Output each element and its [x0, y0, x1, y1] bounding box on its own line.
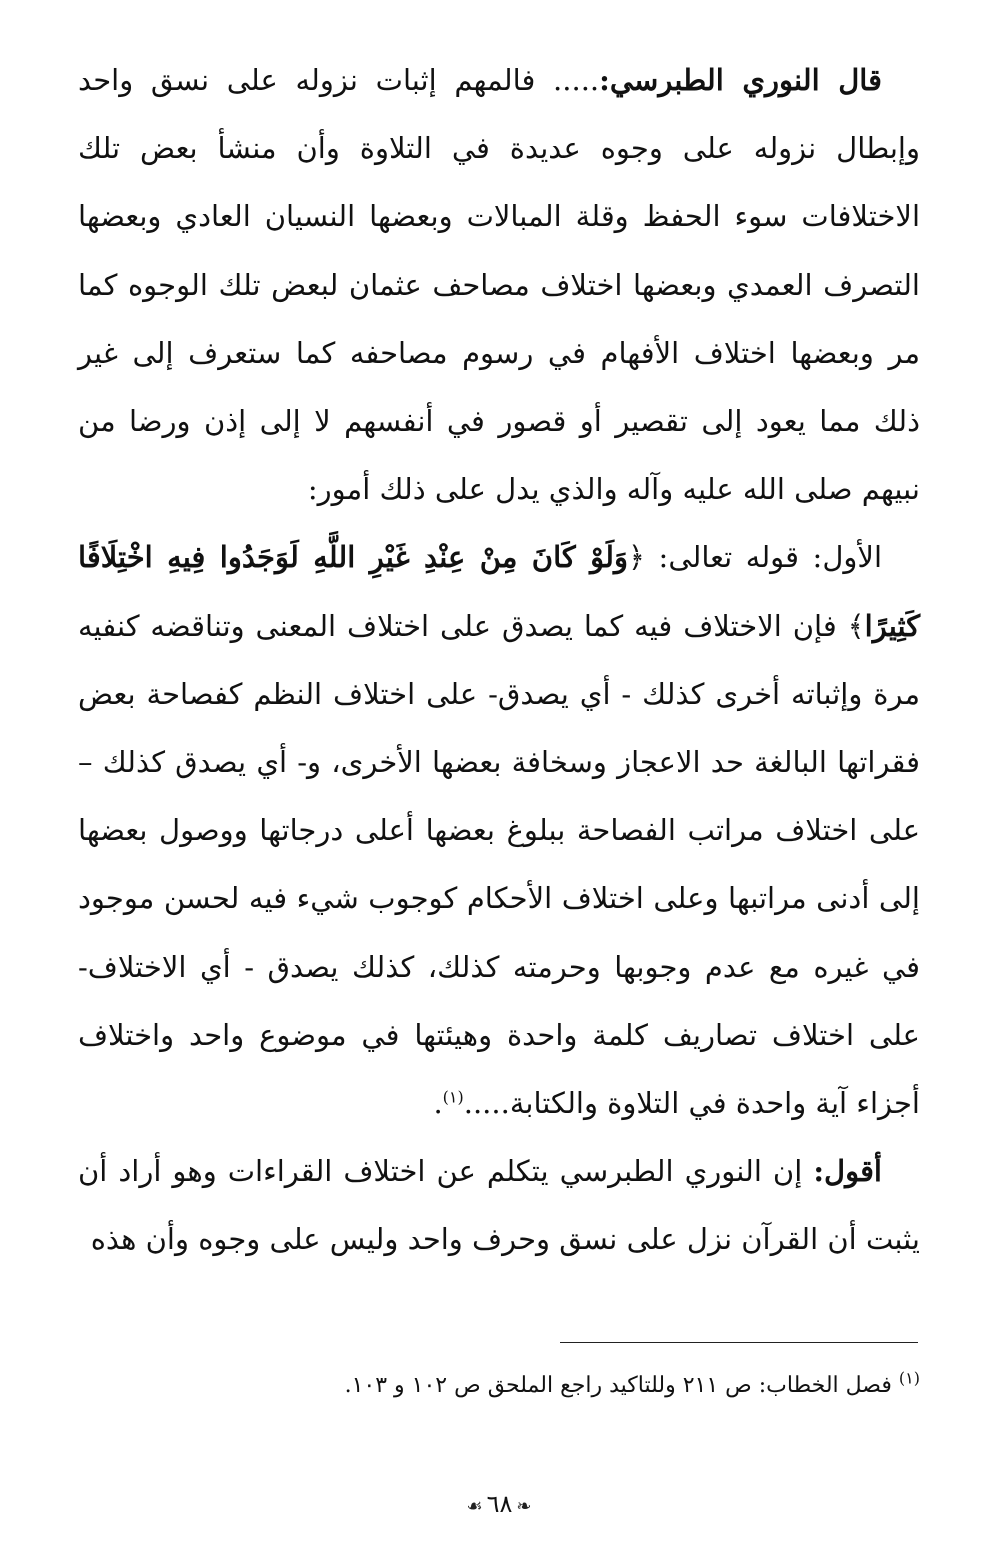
paragraph-text: فإن الاختلاف فيه كما يصدق على اختلاف المعنى وتناقضه كنفيه مرة وإثباته أخرى كذلك - أي يصدق- على اختلاف النظم كفصاحة بعض فقراتها البالغة حد الاعجاز وسخافة بعضها الأخرى، و- أي يصدق كذلك – على اختلاف مراتب الفصاحة ببلوغ بعضها أعلى درجاتها ووصول بعضها إلى أدنى مراتبها وعلى اختلاف الأحكام كوجوب شيء فيه لحسن موجود في غيره مع عدم وجوبها وحرمته كذلك، كذلك يصدق - أي الاختلاف- على اختلاف تصاريف كلمة واحدة وهيئتها في موضوع واحد واختلاف أجزاء آية واحدة في التلاوة والكتابة.....	[78, 608, 920, 1121]
paragraph-lead: الأول: قوله تعالى:	[658, 540, 882, 575]
quran-close-bracket: ﴾	[847, 608, 865, 643]
response-label: أقول:	[813, 1154, 882, 1189]
quran-open-bracket: ﴿	[627, 540, 645, 575]
footnote-separator	[560, 1342, 918, 1343]
quran-verse: وَلَوْ كَانَ مِنْ عِنْدِ غَيْرِ اللَّهِ لَوَجَدُوا فِيهِ اخْتِلَافًا كَثِيرًا	[78, 540, 921, 643]
main-text	[78, 46, 920, 1274]
footnote-reference[interactable]: (١)	[442, 1087, 464, 1107]
footnote	[78, 1366, 920, 1406]
speaker-label: قال النوري الطبرسي:	[599, 63, 882, 97]
ornament-left-icon: ❧	[516, 1496, 532, 1517]
paragraph-author-response	[78, 1137, 920, 1273]
paragraph-nuri-quote	[78, 46, 920, 523]
paragraph-text: ..... فالمهم إثبات نزوله على نسق واحد وإبطال نزوله على وجوه عديدة في التلاوة وأن منشأ بعض تلك الاختلافات سوء الحفظ وقلة المبالات وبعضها النسيان العادي وبعضها التصرف العمدي وبعضها اختلاف مصاحف عثمان لبعض تلك الوجوه كما مر وبعضها اختلاف الأفهام في رسوم مصاحفه كما ستعرف إلى غير ذلك مما يعود إلى تقصير أو قصور في أنفسهم لا إلى إذن ورضا من نبيهم صلى الله عليه وآله والذي يدل على ذلك أمور:	[78, 63, 920, 507]
paragraph-end: .	[433, 1086, 443, 1121]
paragraph-first-evidence	[78, 523, 920, 1137]
footnote-text: فصل الخطاب: ص ٢١١ وللتاكيد راجع الملحق ص ١٠٢ و ١٠٣.	[344, 1373, 892, 1398]
page-number	[0, 1484, 998, 1527]
ornament-right-icon: ☙	[466, 1496, 483, 1517]
paragraph-text: إن النوري الطبرسي يتكلم عن اختلاف القراءات وهو أراد أن يثبت أن القرآن نزل على نسق وحرف واحد وليس على وجوه وأن هذه	[78, 1154, 920, 1257]
footnote-marker: (١)	[898, 1368, 920, 1388]
page-number-value: ٦٨	[486, 1490, 513, 1518]
